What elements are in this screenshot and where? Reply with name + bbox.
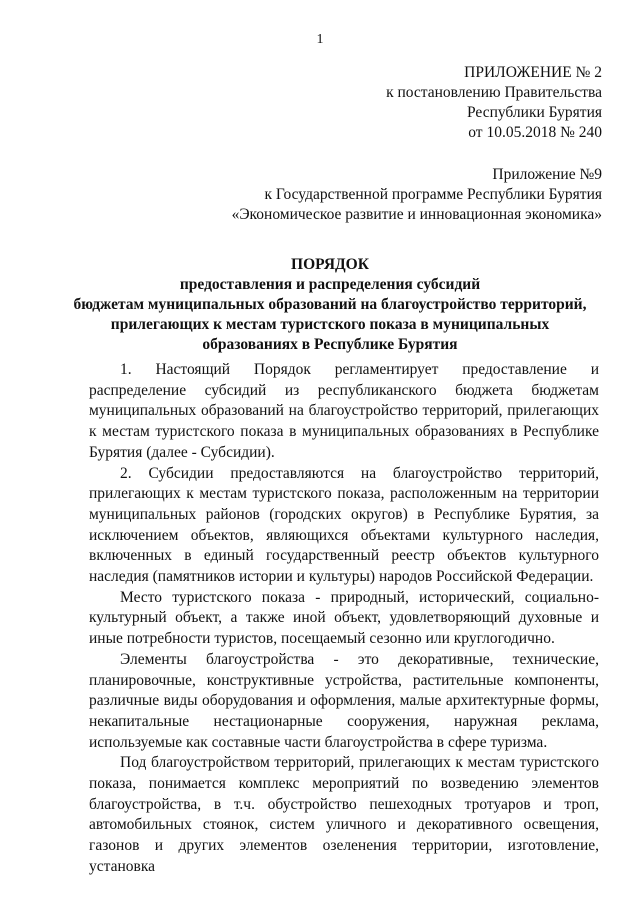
title-line: прилегающих к местам туристского показа в муниципальных	[110, 316, 550, 333]
title-line: предоставления и распределения субсидий	[179, 276, 481, 293]
appendix-program-line: к Государственной программе Республики Бурятия	[264, 186, 602, 203]
appendix-resolution-title: ПРИЛОЖЕНИЕ № 2	[464, 64, 602, 81]
title-heading: ПОРЯДОК	[291, 256, 369, 273]
appendix-program-name: «Экономическое развитие и инновационная экономика»	[231, 206, 602, 223]
appendix-resolution-line: к постановлению Правительства	[386, 84, 602, 101]
paragraph-tourist-site-definition: Место туристского показа - природный, исторический, социально-культурный объект, а также иной объект, удовлетворяющий духовные и иные потребности туристов, посещаемый сезонно или круглогодично.	[89, 588, 599, 648]
title-line: бюджетам муниципальных образований на благоустройство территорий,	[73, 296, 587, 313]
appendix-program-block	[232, 165, 602, 225]
paragraph-1: 1. Настоящий Порядок регламентирует предоставление и распределение субсидий из республиканского бюджета бюджетам муниципальных образований на благоустройство территорий, прилегающих к местам туристского показа в муниципальных образованиях в Республике Бурятия (далее - Субсидии).	[89, 361, 599, 461]
appendix-resolution-line: Республики Бурятия	[467, 104, 602, 121]
paragraph-landscaping-elements: Элементы благоустройства - это декоративные, технические, планировочные, конструктивные устройства, растительные компоненты, различные виды оборудования и оформления, малые архитектурные формы, некапитальные нестационарные сооружения, наружная реклама, используемые как составные части благоустройства в сфере туризма.	[89, 650, 599, 751]
paragraph-landscaping-definition: Под благоустройством территорий, прилегающих к местам туристского показа, понимается комплекс мероприятий по возведению элементов благоустройства, в т.ч. обустройство пешеходных тротуаров и троп, автомобильных стоянок, систем уличного и декоративного освещения, газонов и других элементов озеленения территории, изготовление, установка	[89, 754, 599, 875]
appendix-resolution-block	[386, 63, 602, 143]
appendix-resolution-date: от 10.05.2018 № 240	[468, 124, 602, 141]
page-number: 1	[316, 32, 324, 47]
paragraph-2: 2. Субсидии предоставляются на благоустройство территорий, прилегающих к местам туристского показа, расположенным на территории муниципальных районов (городских округов) в Республике Бурятия, за исключением объектов, являющихся объектами культурного наследия, включенных в единый государственный реестр объектов культурного наследия (памятников истории и культуры) народов Российской Федерации.	[89, 464, 599, 586]
document-title	[60, 255, 600, 355]
document-body	[89, 360, 599, 878]
title-line: образованиях в Республике Бурятия	[202, 336, 458, 353]
appendix-program-title: Приложение №9	[492, 166, 602, 183]
